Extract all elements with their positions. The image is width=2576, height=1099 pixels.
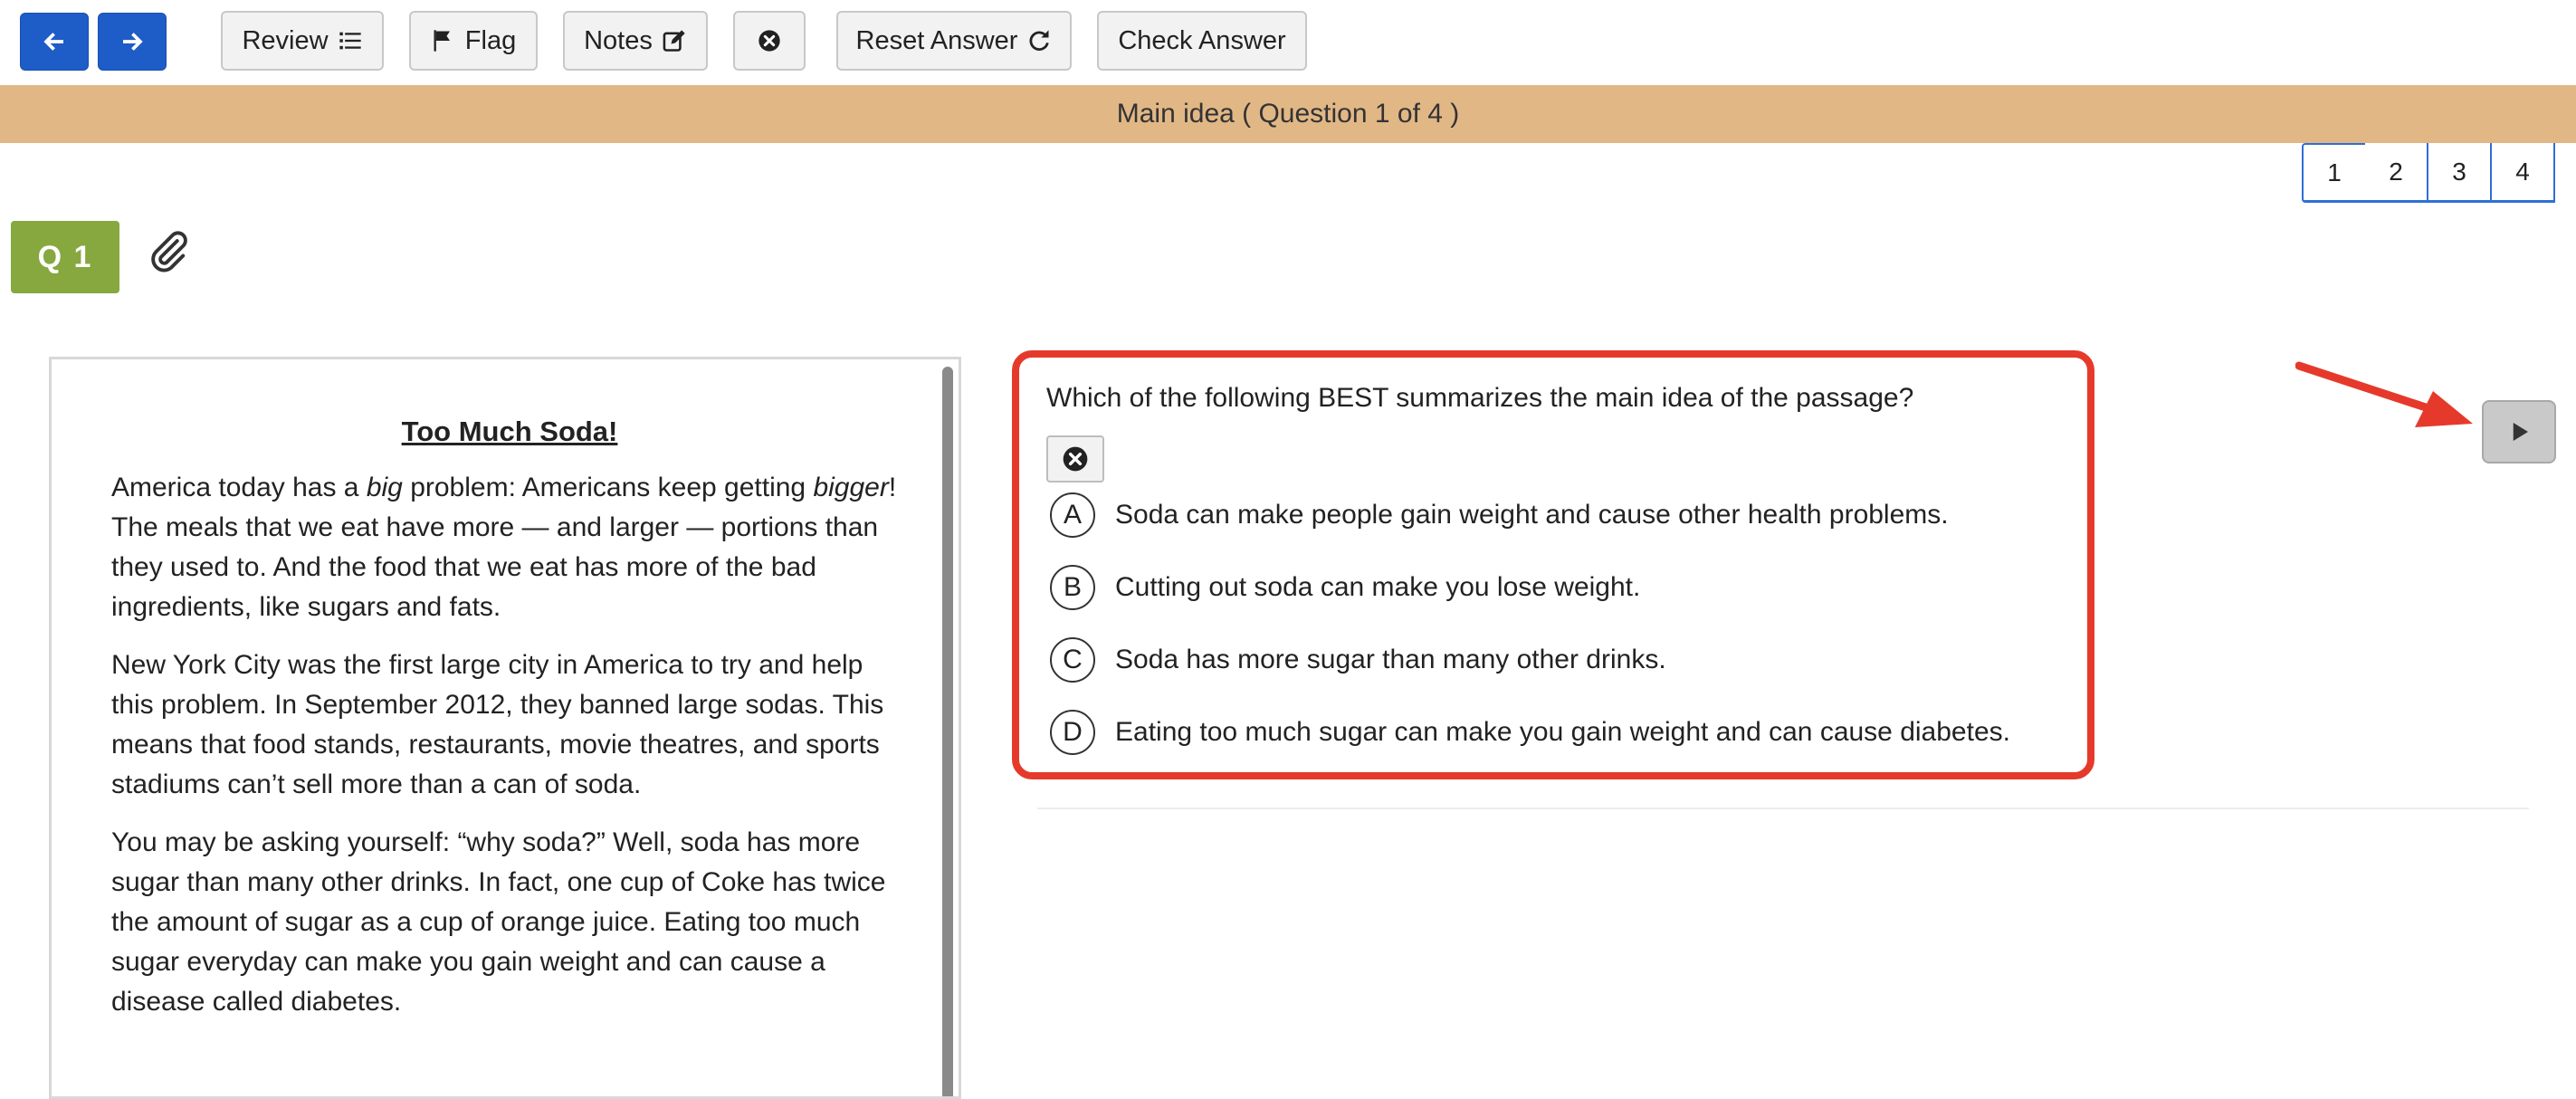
check-answer-button[interactable] [1097, 11, 1307, 71]
passage-paragraph-2: New York City was the first large city in America to try and help this problem. In September 2012, they banned large sodas. This means that food stands, restaurants, movie theatres, and sports stadiums can’t sell more than a can of soda. [111, 650, 884, 799]
play-icon [2505, 418, 2533, 445]
review-label: Review [242, 25, 329, 55]
refresh-icon [1026, 28, 1052, 53]
section-title: Main idea ( Question 1 of 4 ) [1116, 99, 1460, 129]
answer-eliminator-button[interactable] [1046, 435, 1104, 483]
question-number-badge: Q 1 [11, 221, 119, 293]
pager-item-1[interactable]: 1 [2302, 143, 2365, 203]
choice-text: Soda has more sugar than many other drinks. [1115, 645, 1666, 674]
arrow-left-icon [41, 28, 68, 55]
back-button[interactable] [20, 13, 89, 71]
choice-b[interactable] [1050, 565, 1640, 610]
paperclip-icon[interactable] [145, 228, 192, 275]
choice-a[interactable] [1050, 492, 1949, 538]
passage-paragraph-1: America today has a big problem: Americans keep getting bigger! The meals that we eat have more — and larger — portions than they used to. And the food that we eat has more of the bad ingredients, like sugars and fats. [111, 473, 897, 622]
choice-letter[interactable]: C [1050, 637, 1095, 683]
choice-d[interactable] [1050, 710, 2010, 755]
toolbar [0, 0, 2576, 85]
notes-label: Notes [584, 25, 653, 55]
passage-scrollbar[interactable] [942, 367, 953, 1099]
arrow-right-icon [119, 28, 146, 55]
choice-letter[interactable]: D [1050, 710, 1095, 755]
section-title-bar [0, 85, 2576, 143]
audio-play-button[interactable] [2482, 400, 2556, 463]
choice-letter[interactable]: B [1050, 565, 1095, 610]
flag-label: Flag [464, 25, 517, 55]
flag-button[interactable] [409, 11, 538, 71]
forward-button[interactable] [98, 13, 167, 71]
close-button[interactable] [733, 11, 806, 71]
review-button[interactable] [221, 11, 384, 71]
pager-item-3[interactable]: 3 [2428, 143, 2492, 203]
close-circle-icon [1061, 444, 1090, 473]
close-circle-icon [757, 28, 782, 53]
question-prompt: Which of the following BEST summarizes the main idea of the passage? [1046, 383, 1914, 413]
check-answer-label: Check Answer [1118, 25, 1286, 55]
red-arrow-icon [2295, 358, 2476, 431]
choice-c[interactable] [1050, 637, 1666, 683]
question-panel [1012, 350, 2094, 779]
edit-icon [662, 28, 687, 53]
passage-content [111, 412, 908, 1040]
passage-paragraph-3: You may be asking yourself: “why soda?” Well, soda has more sugar than many other drinks. In fact, one cup of Coke has twice the amount of sugar as a cup of orange juice. Eating too much sugar everyday can make you gain weight and can cause a disease called diabetes. [111, 827, 886, 1017]
question-pager [2302, 143, 2555, 203]
notes-button[interactable] [563, 11, 708, 71]
choice-text: Cutting out soda can make you lose weight. [1115, 572, 1641, 602]
content-divider [1037, 808, 2529, 809]
pager-item-4[interactable]: 4 [2492, 143, 2555, 203]
choice-text: Soda can make people gain weight and cause other health problems. [1115, 500, 1949, 530]
reset-answer-button[interactable] [836, 11, 1072, 71]
reading-passage [49, 357, 961, 1099]
pager-item-2[interactable]: 2 [2365, 143, 2428, 203]
list-icon [338, 28, 363, 53]
choice-text: Eating too much sugar can make you gain weight and can cause diabetes. [1115, 717, 2010, 747]
reset-answer-label: Reset Answer [855, 25, 1018, 55]
flag-icon [431, 28, 456, 53]
choice-letter[interactable]: A [1050, 492, 1095, 538]
passage-title: Too Much Soda! [401, 416, 618, 447]
